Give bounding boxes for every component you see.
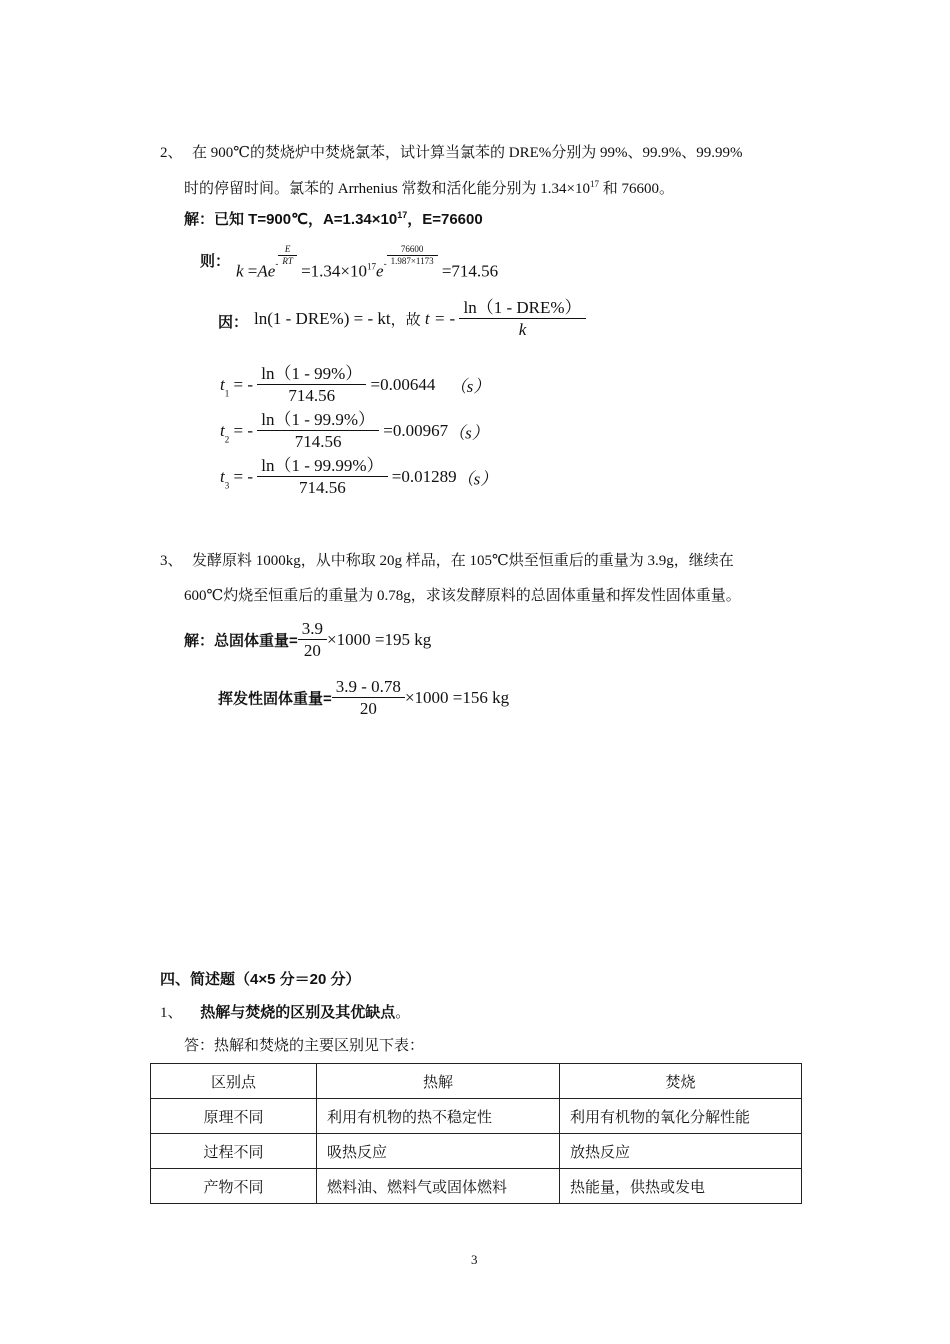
table-cell: 燃料油、燃料气或固体燃料	[317, 1169, 560, 1204]
table-cell: 利用有机物的热不稳定性	[317, 1099, 560, 1134]
table-cell: 原理不同	[151, 1099, 317, 1134]
table-header-cell: 热解	[317, 1064, 560, 1099]
q3-text-line1: 发酵原料 1000kg，从中称取 20g 样品，在 105℃烘至恒重后的重量为 3.9g，继续在	[192, 553, 734, 569]
q2-t3-equation: $t_3$ = - $\frac{\ln(1 - 99.99\%)}{714.56}$ =0.01289（s）	[220, 456, 498, 498]
q3-solution-total: 解：总固体重量= $\frac{3.9}{20}$ ×1000 =195 kg	[184, 619, 432, 661]
table-cell: 产物不同	[151, 1169, 317, 1204]
table-header-row	[151, 1064, 802, 1099]
q2-then-label: 则：	[200, 253, 231, 270]
table-cell: 过程不同	[151, 1134, 317, 1169]
table-header-cell: 焚烧	[560, 1064, 802, 1099]
table-cell: 吸热反应	[317, 1134, 560, 1169]
table-row	[151, 1134, 802, 1169]
table-cell: 利用有机物的氧化分解性能	[560, 1099, 802, 1134]
q2-t2-equation: $t_2$ = - $\frac{\ln(1 - 99.9\%)}{714.56}$ =0.00967（s）	[220, 410, 489, 452]
table-cell: 放热反应	[560, 1134, 802, 1169]
section4-heading: 四、简述题（4×5 分＝20 分）	[160, 971, 361, 988]
table-row	[151, 1099, 802, 1134]
table-header-cell: 区别点	[151, 1064, 317, 1099]
q2-solution-given: 解：已知 T=900℃，$A=1.34\times 10^{17}$，E=76600	[184, 210, 483, 228]
q3-text-line2: 600℃灼烧至恒重后的重量为 0.78g，求该发酵原料的总固体重量和挥发性固体重量。	[184, 588, 741, 604]
q2-t1-equation: $t_1$ = - $\frac{\ln(1 - 99\%)}{714.56}$ =0.00644 （s）	[220, 364, 491, 406]
q2-because-label: 因：	[218, 314, 249, 331]
table-row	[151, 1169, 802, 1204]
page-number: 3	[471, 1252, 478, 1267]
comparison-table	[150, 1063, 802, 1204]
section4-answer: 答：热解和焚烧的主要区别见下表：	[184, 1038, 425, 1054]
q2-k-equation: k =Ae- $\frac{E}{RT}$ $=1.34\times 10^{17}e^-$ $\frac{76600}{1.987\times 1173}$ =714.56	[236, 244, 499, 281]
q3-solution-volatile: 挥发性固体重量= $\frac{3.9 - 0.78}{20}$ ×1000 =156 kg	[218, 677, 510, 719]
q2-text-line1: 在 900℃的焚烧炉中焚烧氯苯，试计算当氯苯的 DRE%分别为 99%、99.9%、99.99%	[192, 145, 743, 161]
q2-text-line2: 时的停留时间。氯苯的 Arrhenius 常数和活化能分别为 $1.34\times 10^{17}$ 和 76600。	[184, 179, 674, 197]
q3-number: 3、	[160, 553, 183, 569]
section4-q1: 1、 热解与焚烧的区别及其优缺点。	[160, 1004, 411, 1021]
table-cell: 热能量，供热或发电	[560, 1169, 802, 1204]
q2-because-equation: ln(1 - DRE%) = - kt，故 t = - $\frac{\text{ln（1 - DRE\%）}}{k}$	[254, 297, 586, 341]
q2-number: 2、	[160, 145, 183, 161]
